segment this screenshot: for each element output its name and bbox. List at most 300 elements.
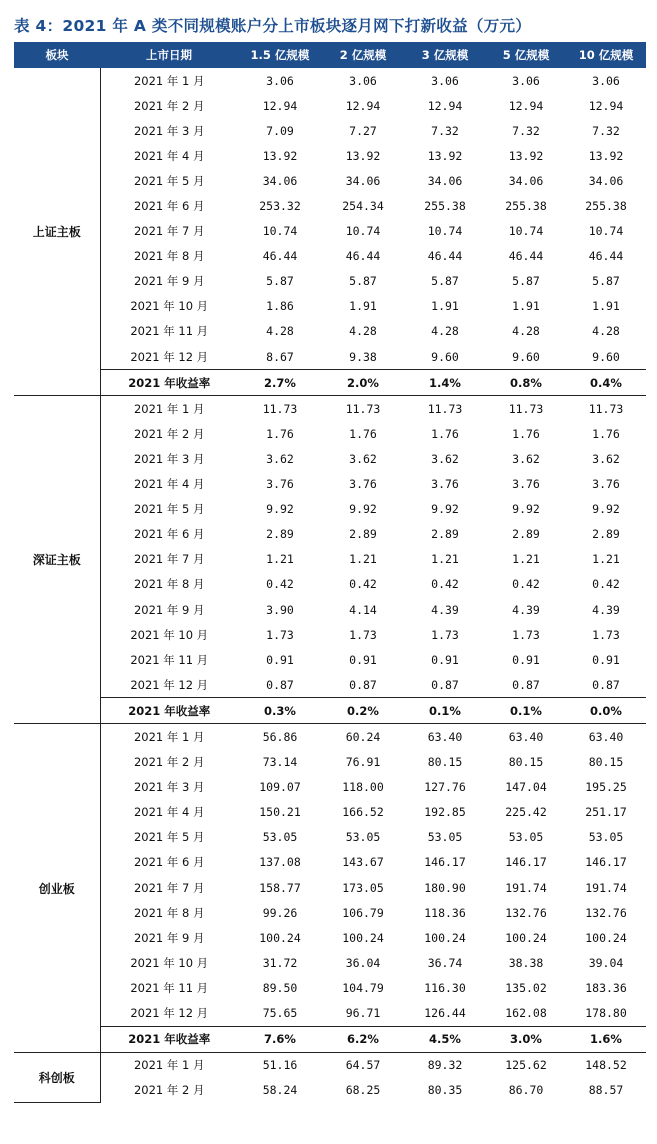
value-cell: 8.67 bbox=[266, 349, 294, 364]
value-cell: 7.32 bbox=[431, 123, 459, 138]
summary-row bbox=[14, 698, 646, 724]
listing-month-cell: 2021 年 3 月 bbox=[133, 780, 205, 795]
value-cell: 118.36 bbox=[424, 905, 466, 920]
value-cell: 53.05 bbox=[262, 830, 298, 845]
listing-month-cell: 2021 年 8 月 bbox=[133, 249, 205, 264]
value-cell: 12.94 bbox=[508, 98, 544, 113]
value-cell: 56.86 bbox=[262, 729, 298, 744]
value-cell: 183.36 bbox=[585, 980, 627, 995]
table-row bbox=[14, 925, 646, 950]
value-cell: 100.24 bbox=[424, 930, 466, 945]
table-row bbox=[14, 344, 646, 370]
value-cell: 1.76 bbox=[266, 426, 294, 441]
value-cell: 0.42 bbox=[349, 577, 377, 592]
listing-month-cell: 2021 年 4 月 bbox=[133, 477, 205, 492]
value-cell: 9.92 bbox=[266, 502, 294, 517]
summary-value-cell: 4.5% bbox=[404, 1026, 486, 1052]
value-cell: 60.24 bbox=[345, 729, 381, 744]
table-row bbox=[14, 875, 646, 900]
value-cell: 5.87 bbox=[349, 274, 377, 289]
value-cell: 1.73 bbox=[266, 627, 294, 642]
value-cell: 118.00 bbox=[342, 780, 384, 795]
listing-month-cell: 2021 年 2 月 bbox=[133, 426, 205, 441]
summary-value-cell: 0.3% bbox=[238, 698, 322, 724]
value-cell: 9.38 bbox=[349, 349, 377, 364]
table-row bbox=[14, 647, 646, 672]
table-row bbox=[14, 193, 646, 218]
value-cell: 51.16 bbox=[262, 1058, 298, 1073]
summary-value-cell: 1.6% bbox=[566, 1026, 646, 1052]
value-cell: 10.74 bbox=[345, 224, 381, 239]
listing-month-cell: 2021 年 1 月 bbox=[133, 1058, 205, 1073]
value-cell: 80.15 bbox=[588, 755, 624, 770]
listing-month-cell: 2021 年 1 月 bbox=[133, 401, 205, 416]
value-cell: 11.73 bbox=[508, 401, 544, 416]
value-cell: 68.25 bbox=[345, 1083, 381, 1098]
value-cell: 0.87 bbox=[592, 677, 620, 692]
value-cell: 127.76 bbox=[424, 780, 466, 795]
value-cell: 89.50 bbox=[262, 980, 298, 995]
value-cell: 1.91 bbox=[512, 299, 540, 314]
value-cell: 89.32 bbox=[427, 1058, 463, 1073]
summary-value-cell: 2.7% bbox=[238, 370, 322, 396]
board-name-cell: 深证主板 bbox=[14, 396, 100, 724]
value-cell: 1.76 bbox=[592, 426, 620, 441]
table-row bbox=[14, 472, 646, 497]
value-cell: 254.34 bbox=[342, 199, 384, 214]
listing-month-cell: 2021 年 1 月 bbox=[133, 729, 205, 744]
value-cell: 251.17 bbox=[585, 805, 627, 820]
value-cell: 0.91 bbox=[431, 652, 459, 667]
table-row bbox=[14, 143, 646, 168]
value-cell: 3.76 bbox=[512, 477, 540, 492]
listing-month-cell: 2021 年 12 月 bbox=[130, 677, 209, 692]
value-cell: 4.39 bbox=[512, 602, 540, 617]
value-cell: 1.76 bbox=[431, 426, 459, 441]
value-cell: 5.87 bbox=[592, 274, 620, 289]
value-cell: 106.79 bbox=[342, 905, 384, 920]
value-cell: 9.92 bbox=[592, 502, 620, 517]
value-cell: 3.90 bbox=[266, 602, 294, 617]
value-cell: 1.21 bbox=[431, 552, 459, 567]
value-cell: 10.74 bbox=[262, 224, 298, 239]
summary-label-cell: 2021 年收益率 bbox=[100, 698, 238, 724]
value-cell: 1.73 bbox=[592, 627, 620, 642]
value-cell: 132.76 bbox=[505, 905, 547, 920]
value-cell: 46.44 bbox=[508, 249, 544, 264]
value-cell: 53.05 bbox=[427, 830, 463, 845]
table-row bbox=[14, 950, 646, 975]
value-cell: 0.87 bbox=[266, 677, 294, 692]
value-cell: 0.87 bbox=[349, 677, 377, 692]
table-row bbox=[14, 244, 646, 269]
value-cell: 104.79 bbox=[342, 980, 384, 995]
value-cell: 80.15 bbox=[508, 755, 544, 770]
value-cell: 31.72 bbox=[262, 955, 298, 970]
value-cell: 132.76 bbox=[585, 905, 627, 920]
board-name-cell: 创业板 bbox=[14, 724, 100, 1052]
value-cell: 137.08 bbox=[259, 855, 301, 870]
value-cell: 3.62 bbox=[431, 451, 459, 466]
value-cell: 125.62 bbox=[505, 1058, 547, 1073]
value-cell: 7.09 bbox=[266, 123, 294, 138]
value-cell: 9.60 bbox=[512, 349, 540, 364]
value-cell: 63.40 bbox=[427, 729, 463, 744]
table-row bbox=[14, 1052, 646, 1078]
table-row bbox=[14, 68, 646, 93]
value-cell: 1.91 bbox=[592, 299, 620, 314]
listing-month-cell: 2021 年 5 月 bbox=[133, 830, 205, 845]
table-row bbox=[14, 750, 646, 775]
value-cell: 0.91 bbox=[592, 652, 620, 667]
listing-month-cell: 2021 年 3 月 bbox=[133, 451, 205, 466]
value-cell: 2.89 bbox=[512, 527, 540, 542]
table-row bbox=[14, 572, 646, 597]
table-row bbox=[14, 93, 646, 118]
value-cell: 1.21 bbox=[592, 552, 620, 567]
value-cell: 86.70 bbox=[508, 1083, 544, 1098]
header-listing-month: 上市日期 bbox=[100, 42, 238, 68]
table-header-row bbox=[14, 42, 646, 68]
listing-month-cell: 2021 年 10 月 bbox=[130, 299, 209, 314]
value-cell: 9.60 bbox=[592, 349, 620, 364]
value-cell: 4.28 bbox=[431, 324, 459, 339]
table-row bbox=[14, 522, 646, 547]
value-cell: 3.76 bbox=[349, 477, 377, 492]
summary-label-cell: 2021 年收益率 bbox=[100, 370, 238, 396]
value-cell: 9.60 bbox=[431, 349, 459, 364]
value-cell: 46.44 bbox=[588, 249, 624, 264]
value-cell: 158.77 bbox=[259, 880, 301, 895]
summary-value-cell: 0.1% bbox=[486, 698, 566, 724]
value-cell: 195.25 bbox=[585, 780, 627, 795]
value-cell: 135.02 bbox=[505, 980, 547, 995]
value-cell: 1.91 bbox=[431, 299, 459, 314]
value-cell: 7.32 bbox=[592, 123, 620, 138]
value-cell: 7.32 bbox=[512, 123, 540, 138]
value-cell: 3.62 bbox=[266, 451, 294, 466]
ipo-returns-table bbox=[14, 42, 646, 1103]
value-cell: 255.38 bbox=[505, 199, 547, 214]
value-cell: 64.57 bbox=[345, 1058, 381, 1073]
value-cell: 2.89 bbox=[592, 527, 620, 542]
value-cell: 11.73 bbox=[345, 401, 381, 416]
value-cell: 13.92 bbox=[508, 148, 544, 163]
value-cell: 1.86 bbox=[266, 299, 294, 314]
value-cell: 0.91 bbox=[512, 652, 540, 667]
value-cell: 39.04 bbox=[588, 955, 624, 970]
value-cell: 0.87 bbox=[431, 677, 459, 692]
value-cell: 46.44 bbox=[345, 249, 381, 264]
summary-value-cell: 0.2% bbox=[322, 698, 404, 724]
table-row bbox=[14, 800, 646, 825]
value-cell: 12.94 bbox=[345, 98, 381, 113]
value-cell: 100.24 bbox=[342, 930, 384, 945]
summary-value-cell: 0.1% bbox=[404, 698, 486, 724]
header-scale-4: 5 亿规模 bbox=[486, 42, 566, 68]
value-cell: 12.94 bbox=[588, 98, 624, 113]
value-cell: 4.28 bbox=[349, 324, 377, 339]
table-row bbox=[14, 1078, 646, 1103]
value-cell: 99.26 bbox=[262, 905, 298, 920]
table-row bbox=[14, 219, 646, 244]
value-cell: 53.05 bbox=[345, 830, 381, 845]
value-cell: 3.06 bbox=[592, 73, 620, 88]
value-cell: 34.06 bbox=[588, 173, 624, 188]
value-cell: 9.92 bbox=[349, 502, 377, 517]
value-cell: 76.91 bbox=[345, 755, 381, 770]
value-cell: 191.74 bbox=[505, 880, 547, 895]
value-cell: 9.92 bbox=[431, 502, 459, 517]
value-cell: 1.76 bbox=[349, 426, 377, 441]
listing-month-cell: 2021 年 11 月 bbox=[130, 980, 209, 995]
header-scale-5: 10 亿规模 bbox=[566, 42, 646, 68]
value-cell: 58.24 bbox=[262, 1083, 298, 1098]
summary-row bbox=[14, 370, 646, 396]
table-row bbox=[14, 319, 646, 344]
table-row bbox=[14, 421, 646, 446]
listing-month-cell: 2021 年 6 月 bbox=[133, 199, 205, 214]
summary-value-cell: 2.0% bbox=[322, 370, 404, 396]
listing-month-cell: 2021 年 6 月 bbox=[133, 527, 205, 542]
table-row bbox=[14, 1000, 646, 1026]
summary-value-cell: 0.4% bbox=[566, 370, 646, 396]
value-cell: 46.44 bbox=[427, 249, 463, 264]
value-cell: 1.21 bbox=[349, 552, 377, 567]
value-cell: 63.40 bbox=[508, 729, 544, 744]
value-cell: 5.87 bbox=[266, 274, 294, 289]
table-row bbox=[14, 547, 646, 572]
listing-month-cell: 2021 年 9 月 bbox=[133, 274, 205, 289]
value-cell: 173.05 bbox=[342, 880, 384, 895]
value-cell: 192.85 bbox=[424, 805, 466, 820]
value-cell: 7.27 bbox=[349, 123, 377, 138]
value-cell: 4.39 bbox=[592, 602, 620, 617]
value-cell: 253.32 bbox=[259, 199, 301, 214]
listing-month-cell: 2021 年 2 月 bbox=[133, 755, 205, 770]
value-cell: 3.76 bbox=[266, 477, 294, 492]
board-name-cell: 科创板 bbox=[14, 1052, 100, 1103]
listing-month-cell: 2021 年 7 月 bbox=[133, 224, 205, 239]
value-cell: 1.73 bbox=[349, 627, 377, 642]
value-cell: 36.04 bbox=[345, 955, 381, 970]
table-row bbox=[14, 269, 646, 294]
summary-label-cell: 2021 年收益率 bbox=[100, 1026, 238, 1052]
value-cell: 166.52 bbox=[342, 805, 384, 820]
summary-value-cell: 1.4% bbox=[404, 370, 486, 396]
summary-value-cell: 7.6% bbox=[238, 1026, 322, 1052]
value-cell: 38.38 bbox=[508, 955, 544, 970]
value-cell: 13.92 bbox=[262, 148, 298, 163]
table-row bbox=[14, 724, 646, 750]
value-cell: 12.94 bbox=[262, 98, 298, 113]
summary-value-cell: 6.2% bbox=[322, 1026, 404, 1052]
value-cell: 4.28 bbox=[592, 324, 620, 339]
value-cell: 100.24 bbox=[259, 930, 301, 945]
value-cell: 0.42 bbox=[431, 577, 459, 592]
value-cell: 11.73 bbox=[588, 401, 624, 416]
value-cell: 3.06 bbox=[349, 73, 377, 88]
value-cell: 180.90 bbox=[424, 880, 466, 895]
value-cell: 63.40 bbox=[588, 729, 624, 744]
value-cell: 150.21 bbox=[259, 805, 301, 820]
value-cell: 2.89 bbox=[431, 527, 459, 542]
listing-month-cell: 2021 年 7 月 bbox=[133, 552, 205, 567]
value-cell: 1.76 bbox=[512, 426, 540, 441]
value-cell: 146.17 bbox=[424, 855, 466, 870]
table-row bbox=[14, 622, 646, 647]
listing-month-cell: 2021 年 4 月 bbox=[133, 805, 205, 820]
value-cell: 36.74 bbox=[427, 955, 463, 970]
listing-month-cell: 2021 年 5 月 bbox=[133, 502, 205, 517]
value-cell: 0.91 bbox=[266, 652, 294, 667]
header-scale-3: 3 亿规模 bbox=[404, 42, 486, 68]
listing-month-cell: 2021 年 1 月 bbox=[133, 73, 205, 88]
table-row bbox=[14, 118, 646, 143]
value-cell: 34.06 bbox=[345, 173, 381, 188]
value-cell: 255.38 bbox=[585, 199, 627, 214]
value-cell: 191.74 bbox=[585, 880, 627, 895]
header-scale-2: 2 亿规模 bbox=[322, 42, 404, 68]
value-cell: 5.87 bbox=[431, 274, 459, 289]
listing-month-cell: 2021 年 3 月 bbox=[133, 123, 205, 138]
value-cell: 75.65 bbox=[262, 1006, 298, 1021]
value-cell: 34.06 bbox=[427, 173, 463, 188]
value-cell: 12.94 bbox=[427, 98, 463, 113]
value-cell: 13.92 bbox=[588, 148, 624, 163]
value-cell: 5.87 bbox=[512, 274, 540, 289]
table-row bbox=[14, 672, 646, 698]
value-cell: 10.74 bbox=[588, 224, 624, 239]
value-cell: 1.73 bbox=[431, 627, 459, 642]
value-cell: 13.92 bbox=[427, 148, 463, 163]
value-cell: 2.89 bbox=[349, 527, 377, 542]
listing-month-cell: 2021 年 7 月 bbox=[133, 880, 205, 895]
value-cell: 3.62 bbox=[349, 451, 377, 466]
value-cell: 46.44 bbox=[262, 249, 298, 264]
table-row bbox=[14, 396, 646, 422]
value-cell: 73.14 bbox=[262, 755, 298, 770]
summary-value-cell: 0.0% bbox=[566, 698, 646, 724]
summary-value-cell: 0.8% bbox=[486, 370, 566, 396]
value-cell: 100.24 bbox=[585, 930, 627, 945]
value-cell: 0.91 bbox=[349, 652, 377, 667]
listing-month-cell: 2021 年 2 月 bbox=[133, 1083, 205, 1098]
value-cell: 1.21 bbox=[266, 552, 294, 567]
table-row bbox=[14, 975, 646, 1000]
value-cell: 10.74 bbox=[427, 224, 463, 239]
listing-month-cell: 2021 年 8 月 bbox=[133, 577, 205, 592]
value-cell: 146.17 bbox=[585, 855, 627, 870]
value-cell: 0.42 bbox=[592, 577, 620, 592]
value-cell: 0.42 bbox=[266, 577, 294, 592]
board-name-cell: 上证主板 bbox=[14, 68, 100, 396]
value-cell: 53.05 bbox=[588, 830, 624, 845]
value-cell: 146.17 bbox=[505, 855, 547, 870]
value-cell: 96.71 bbox=[345, 1006, 381, 1021]
value-cell: 0.87 bbox=[512, 677, 540, 692]
value-cell: 178.80 bbox=[585, 1006, 627, 1021]
listing-month-cell: 2021 年 4 月 bbox=[133, 148, 205, 163]
listing-month-cell: 2021 年 5 月 bbox=[133, 173, 205, 188]
value-cell: 4.14 bbox=[349, 602, 377, 617]
table-title: 表 4：2021 年 A 类不同规模账户分上市板块逐月网下打新收益（万元） bbox=[14, 17, 532, 35]
value-cell: 9.92 bbox=[512, 502, 540, 517]
value-cell: 53.05 bbox=[508, 830, 544, 845]
table-body bbox=[14, 68, 646, 1103]
table-row bbox=[14, 900, 646, 925]
value-cell: 13.92 bbox=[345, 148, 381, 163]
value-cell: 3.06 bbox=[512, 73, 540, 88]
value-cell: 3.76 bbox=[592, 477, 620, 492]
value-cell: 116.30 bbox=[424, 980, 466, 995]
value-cell: 143.67 bbox=[342, 855, 384, 870]
value-cell: 4.28 bbox=[266, 324, 294, 339]
value-cell: 1.21 bbox=[512, 552, 540, 567]
value-cell: 162.08 bbox=[505, 1006, 547, 1021]
summary-value-cell: 3.0% bbox=[486, 1026, 566, 1052]
listing-month-cell: 2021 年 9 月 bbox=[133, 602, 205, 617]
summary-row bbox=[14, 1026, 646, 1052]
value-cell: 109.07 bbox=[259, 780, 301, 795]
listing-month-cell: 2021 年 11 月 bbox=[130, 324, 209, 339]
value-cell: 255.38 bbox=[424, 199, 466, 214]
value-cell: 4.28 bbox=[512, 324, 540, 339]
value-cell: 3.76 bbox=[431, 477, 459, 492]
listing-month-cell: 2021 年 6 月 bbox=[133, 855, 205, 870]
value-cell: 3.62 bbox=[592, 451, 620, 466]
value-cell: 3.06 bbox=[266, 73, 294, 88]
value-cell: 1.91 bbox=[349, 299, 377, 314]
value-cell: 225.42 bbox=[505, 805, 547, 820]
value-cell: 100.24 bbox=[505, 930, 547, 945]
table-row bbox=[14, 597, 646, 622]
listing-month-cell: 2021 年 12 月 bbox=[130, 1006, 209, 1021]
value-cell: 147.04 bbox=[505, 780, 547, 795]
value-cell: 1.73 bbox=[512, 627, 540, 642]
table-row bbox=[14, 294, 646, 319]
value-cell: 11.73 bbox=[427, 401, 463, 416]
listing-month-cell: 2021 年 12 月 bbox=[130, 349, 209, 364]
listing-month-cell: 2021 年 9 月 bbox=[133, 930, 205, 945]
listing-month-cell: 2021 年 2 月 bbox=[133, 98, 205, 113]
value-cell: 0.42 bbox=[512, 577, 540, 592]
value-cell: 3.62 bbox=[512, 451, 540, 466]
value-cell: 88.57 bbox=[588, 1083, 624, 1098]
table-row bbox=[14, 497, 646, 522]
value-cell: 148.52 bbox=[585, 1058, 627, 1073]
value-cell: 126.44 bbox=[424, 1006, 466, 1021]
value-cell: 80.15 bbox=[427, 755, 463, 770]
header-board: 板块 bbox=[14, 42, 100, 68]
table-row bbox=[14, 825, 646, 850]
value-cell: 2.89 bbox=[266, 527, 294, 542]
table-row bbox=[14, 446, 646, 471]
header-scale-1: 1.5 亿规模 bbox=[238, 42, 322, 68]
value-cell: 11.73 bbox=[262, 401, 298, 416]
listing-month-cell: 2021 年 10 月 bbox=[130, 955, 209, 970]
table-row bbox=[14, 850, 646, 875]
listing-month-cell: 2021 年 10 月 bbox=[130, 627, 209, 642]
listing-month-cell: 2021 年 11 月 bbox=[130, 652, 209, 667]
value-cell: 3.06 bbox=[431, 73, 459, 88]
table-row bbox=[14, 168, 646, 193]
listing-month-cell: 2021 年 8 月 bbox=[133, 905, 205, 920]
value-cell: 34.06 bbox=[508, 173, 544, 188]
value-cell: 34.06 bbox=[262, 173, 298, 188]
value-cell: 4.39 bbox=[431, 602, 459, 617]
value-cell: 80.35 bbox=[427, 1083, 463, 1098]
